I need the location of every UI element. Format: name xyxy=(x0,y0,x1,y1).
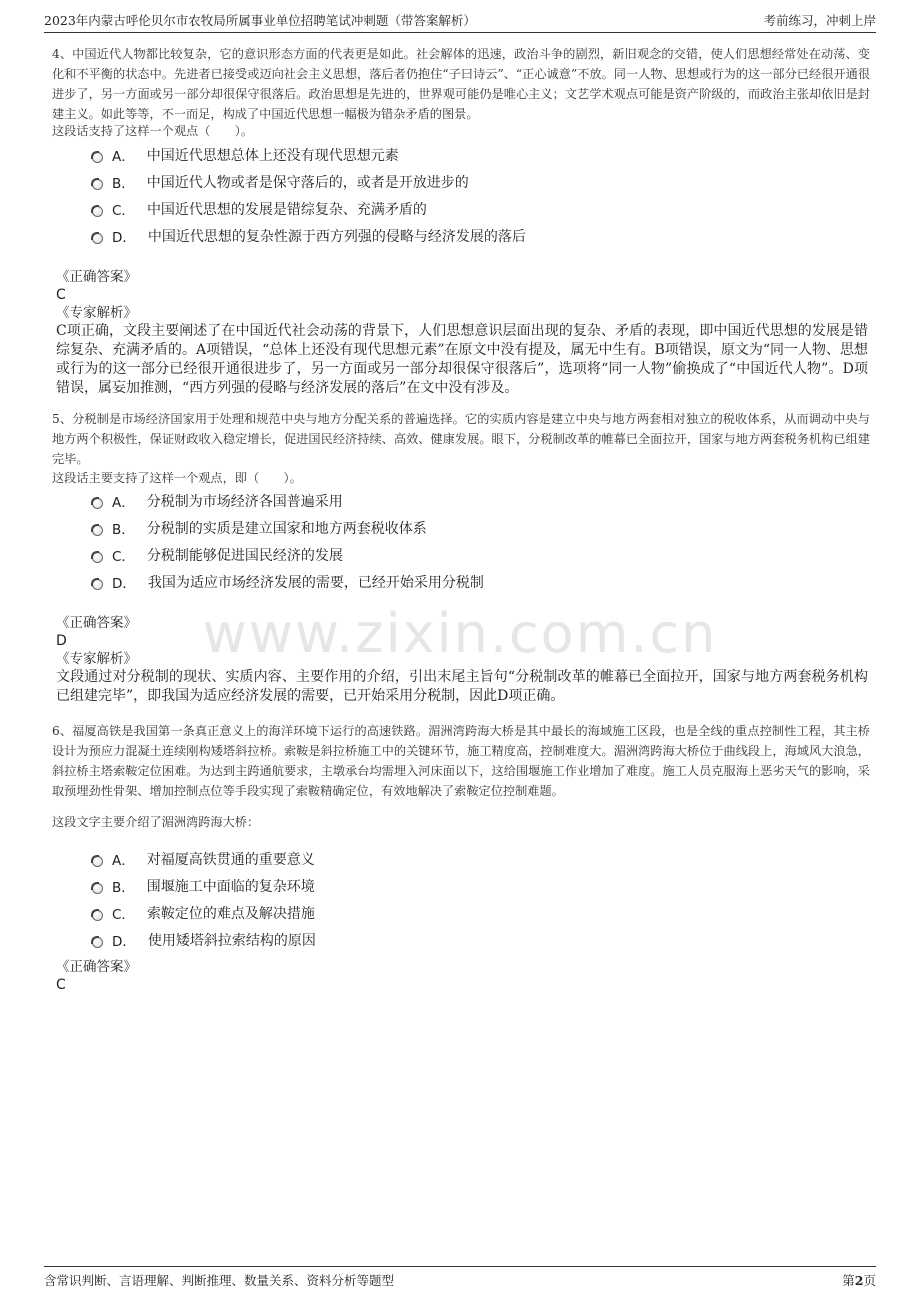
radio-icon[interactable] xyxy=(92,579,103,590)
question-4-text: 4、中国近代人物都比较复杂，它的意识形态方面的代表更是如此。社会解体的迅速，政治斗争的剧烈，新旧观念的交错，使人们思想经常处在动荡、变化和不平衡的状态中。先进者已接受或迈向社会主义思想，落后者仍抱住“子曰诗云”、“正心诚意”不放。同一人物、思想或行为的这一部分已经很开通很进步了，另一方面或另一部分却很保守很落后。政治思想是先进的，世界观可能仍是唯心主义；文艺学术观点可能是资产阶级的，而政治主张却依旧是封建主义。如此等等，不一而足，构成了中国近代思想一幅极为错杂矛盾的图景。 xyxy=(52,47,870,121)
radio-icon[interactable] xyxy=(92,498,103,509)
option-5b[interactable]: B． 分税制的实质是建立国家和地方两套税收体系 xyxy=(92,514,484,541)
watermark-text: www.zixin.com.cn xyxy=(202,602,718,665)
answer-label: 《正确答案》 xyxy=(56,269,137,285)
answer-value: C xyxy=(56,287,66,303)
radio-icon[interactable] xyxy=(92,179,103,190)
analysis-label: 《专家解析》 xyxy=(56,651,137,667)
header-title: 2023年内蒙古呼伦贝尔市农牧局所属事业单位招聘笔试冲刺题（带答案解析） xyxy=(44,13,476,28)
option-6b[interactable]: B． 围堰施工中面临的复杂环境 xyxy=(92,872,316,899)
radio-icon[interactable] xyxy=(92,856,103,867)
analysis-text: C项正确，文段主要阐述了在中国近代社会动荡的背景下，人们思想意识层面出现的复杂、矛盾的表现，即中国近代思想的发展是错综复杂、充满矛盾的。A项错误，“总体上还没有现代思想元素”在原文中没有提及，属无中生有。B项错误，原文为“同一人物、思想或行为的这一部分已经很开通很进步了，另一方面或另一部分却很保守很落后”，选项将“同一人物”偷换成了“中国近代人物”。D项错误，属妄加推测，“西方列强的侵略与经济发展的落后”在文中没有涉及。 xyxy=(56,323,868,396)
question-6-text: 6、福厦高铁是我国第一条真正意义上的海洋环境下运行的高速铁路。湄洲湾跨海大桥是其中最长的海域施工区段，也是全线的重点控制性工程，其主桥设计为预应力混凝土连续刚构矮塔斜拉桥。索鞍是斜拉桥施工中的关键环节，施工精度高，控制难度大。湄洲湾跨海大桥位于曲线段上，海域风大浪急，斜拉桥主塔索鞍定位困难。为达到主跨通航要求，主墩承台均需埋入河床面以下，这给围堰施工作业增加了难度。施工人员克服海上恶劣天气的影响，采取预埋劲性骨架、增加控制点位等手段实现了索鞍精确定位，有效地解决了索鞍定位控制难题。 xyxy=(52,724,870,798)
page-number: 第2页 xyxy=(842,1273,876,1288)
option-6d[interactable]: D． 使用矮塔斜拉索结构的原因 xyxy=(92,926,316,953)
radio-icon[interactable] xyxy=(92,206,103,217)
page-footer xyxy=(44,1266,876,1290)
radio-icon[interactable] xyxy=(92,937,103,948)
option-6c[interactable]: C． 索鞍定位的难点及解决措施 xyxy=(92,899,316,926)
radio-icon[interactable] xyxy=(92,152,103,163)
question-4-options xyxy=(92,141,526,249)
question-6-answer-block xyxy=(56,958,868,994)
option-4a[interactable]: A． 中国近代思想总体上还没有现代思想元素 xyxy=(92,141,526,168)
option-5d[interactable]: D． 我国为适应市场经济发展的需要，已经开始采用分税制 xyxy=(92,568,484,595)
option-4c[interactable]: C． 中国近代思想的发展是错综复杂、充满矛盾的 xyxy=(92,195,526,222)
header-slogan: 考前练习，冲刺上岸 xyxy=(763,13,876,28)
analysis-text: 文段通过对分税制的现状、实质内容、主要作用的介绍，引出末尾主旨句“分税制改革的帷幕已全面拉开，国家与地方两套税务机构已组建完毕”，即我国为适应经济发展的需要，已开始采用分税制，因此D项正确。 xyxy=(56,669,868,704)
footer-note: 含常识判断、言语理解、判断推理、数量关系、资料分析等题型 xyxy=(44,1273,395,1288)
answer-value: C xyxy=(56,977,66,993)
answer-value: D xyxy=(56,633,67,649)
radio-icon[interactable] xyxy=(92,552,103,563)
question-6-prompt: 这段文字主要介绍了湄洲湾跨海大桥： xyxy=(52,815,260,829)
question-5-options xyxy=(92,487,484,595)
question-6-options xyxy=(92,845,316,953)
radio-icon[interactable] xyxy=(92,910,103,921)
option-5a[interactable]: A． 分税制为市场经济各国普遍采用 xyxy=(92,487,484,514)
question-4-prompt: 这段话支持了这样一个观点（ ）。 xyxy=(52,124,254,138)
radio-icon[interactable] xyxy=(92,525,103,536)
question-4-answer-block xyxy=(56,268,868,398)
question-5-answer-block xyxy=(56,614,868,706)
option-4b[interactable]: B． 中国近代人物或者是保守落后的，或者是开放进步的 xyxy=(92,168,526,195)
radio-icon[interactable] xyxy=(92,233,103,244)
option-5c[interactable]: C． 分税制能够促进国民经济的发展 xyxy=(92,541,484,568)
option-4d[interactable]: D． 中国近代思想的复杂性源于西方列强的侵略与经济发展的落后 xyxy=(92,222,526,249)
radio-icon[interactable] xyxy=(92,883,103,894)
question-5-text: 5、分税制是市场经济国家用于处理和规范中央与地方分配关系的普遍选择。它的实质内容是建立中央与地方两套相对独立的税收体系，从而调动中央与地方两个积极性，保证财政收入稳定增长，促进国民经济持续、高效、健康发展。眼下，分税制改革的帷幕已全面拉开，国家与地方两套税务机构已组建完毕。 xyxy=(52,412,870,466)
option-6a[interactable]: A． 对福厦高铁贯通的重要意义 xyxy=(92,845,316,872)
page-header xyxy=(44,10,876,33)
answer-label: 《正确答案》 xyxy=(56,615,137,631)
analysis-label: 《专家解析》 xyxy=(56,305,137,321)
question-5-prompt: 这段话主要支持了这样一个观点，即（ ）。 xyxy=(52,471,302,485)
answer-label: 《正确答案》 xyxy=(56,959,137,975)
